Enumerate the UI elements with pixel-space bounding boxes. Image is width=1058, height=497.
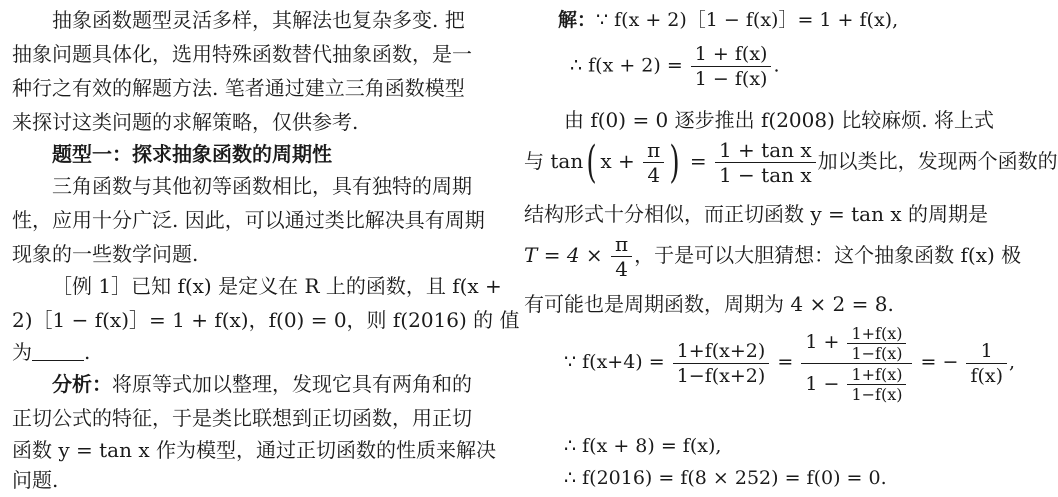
eq3-result-den: f(x) [970,364,1004,387]
analysis-line-4: 问题. [12,468,59,492]
solution-eq-3 [564,322,1015,404]
analysis-line-3: 函数 y = tan x 作为模型，通过正切函数的性质来解决 [12,438,496,462]
section-heading: 题型一：探求抽象函数的周期性 [52,142,332,166]
equals-sign: = [689,149,707,173]
eq3-top-one: 1 + [805,331,840,353]
pi-numerator: π [643,138,664,163]
analysis-label: 分析： [52,372,112,396]
eq2-end: . [773,54,780,77]
eq3-bot-den: 1−f(x) [851,385,903,404]
eq3-complex-fraction [801,322,912,404]
tan-label: 与 tan [524,149,584,173]
para-line-4-text: ，于是可以大胆猜想：这个抽象函数 f(x) 极 [634,243,1022,267]
section-line-2: 性，应用十分广泛. 因此，可以通过类比解决具有周期 [12,208,485,232]
eq3-complex-den [801,364,912,405]
para-line-1: 由 f(0) = 0 逐步推出 f(2008) 比较麻烦. 将上式 [564,108,994,132]
answer-period: . [84,340,91,364]
eq3-equals: = [777,351,794,373]
solution-eq-1 [558,6,898,34]
eq2-fraction [691,42,772,91]
solution-eq-4: ∴ f(x + 8) = f(x), [564,435,722,457]
answer-prefix: 为 [12,340,32,364]
para-line-2 [524,138,1058,187]
eq2-numerator: 1 + f(x) [691,42,772,67]
eq3-complex-num [801,322,912,364]
period-expression: T = 4 × [524,243,603,267]
period-pi: π [611,232,632,257]
eq3-bot-fraction [847,365,906,404]
intro-line-4: 来探讨这类问题的求解策略，仅供参考. [12,110,359,134]
four-denominator: 4 [647,163,661,187]
section-line-3: 现象的一些数学问题. [12,242,199,266]
eq3-num-1: 1+f(x+2) [673,339,770,364]
analysis-line-1 [52,370,472,398]
example-line-3 [12,338,90,366]
pi-over-4-fraction [643,138,664,187]
tan-denominator: 1 − tan x [718,163,812,187]
eq3-lhs: ∵ f(x+4) = [564,351,665,373]
eq3-result-num: 1 [966,339,1007,364]
eq3-bot-num: 1+f(x) [847,365,906,385]
example-line-1: ［例 1］已知 f(x) 是定义在 R 上的函数，且 f(x + [52,274,502,298]
tan-arg: x + [600,149,635,173]
eq3-bot-one: 1 − [805,372,840,395]
analysis-text: 将原等式加以整理，发现它具有两角和的 [112,372,472,396]
eq3-result-fraction [966,339,1007,388]
right-paren: ) [669,136,681,188]
solution-eq-2 [570,42,780,91]
eq3-top-den: 1−f(x) [851,343,903,363]
eq3-equals-neg: = − [920,351,959,373]
para-line-3: 结构形式十分相似，而正切函数 y = tan x 的周期是 [524,202,988,226]
eq3-end: , [1009,351,1016,373]
eq2-denominator: 1 − f(x) [694,68,768,90]
answer-blank [32,342,84,361]
solution-eq-5: ∴ f(2016) = f(8 × 252) = f(0) = 0. [564,467,887,489]
para-line-5: 有可能也是周期函数，周期为 4 × 2 = 8. [524,292,894,316]
analysis-line-2: 正切公式的特征，于是类比联想到正切函数，用正切 [12,406,472,430]
eq2-lhs: ∴ f(x + 2) = [570,54,683,77]
tan-fraction [715,138,816,187]
solution-label: 解： [558,9,597,31]
eq3-den-1: 1−f(x+2) [676,364,766,387]
section-line-1: 三角函数与其他初等函数相比，具有独特的周期 [52,174,472,198]
period-four: 4 [615,257,628,281]
period-fraction [611,232,632,281]
eq3-top-num: 1+f(x) [847,324,906,344]
eq3-fraction-1 [673,339,770,388]
eq3-top-fraction [847,324,906,363]
para-line-2-text: 加以类比，发现两个函数的 [817,149,1058,173]
left-paren: ( [586,136,597,188]
para-line-4 [524,232,1021,281]
tan-numerator: 1 + tan x [715,138,816,163]
solution-eq-1-text: ∵ f(x + 2)［1 − f(x)］= 1 + f(x), [596,9,899,31]
example-line-2: 2)［1 − f(x)］= 1 + f(x)，f(0) = 0，则 f(2016) 的 值 [12,308,520,332]
intro-line-3: 种行之有效的解题方法. 笔者通过建立三角函数模型 [12,76,465,100]
intro-line-1: 抽象函数题型灵活多样，其解法也复杂多变. 把 [52,8,465,32]
intro-line-2: 抽象问题具体化，选用特殊函数替代抽象函数，是一 [12,42,472,66]
